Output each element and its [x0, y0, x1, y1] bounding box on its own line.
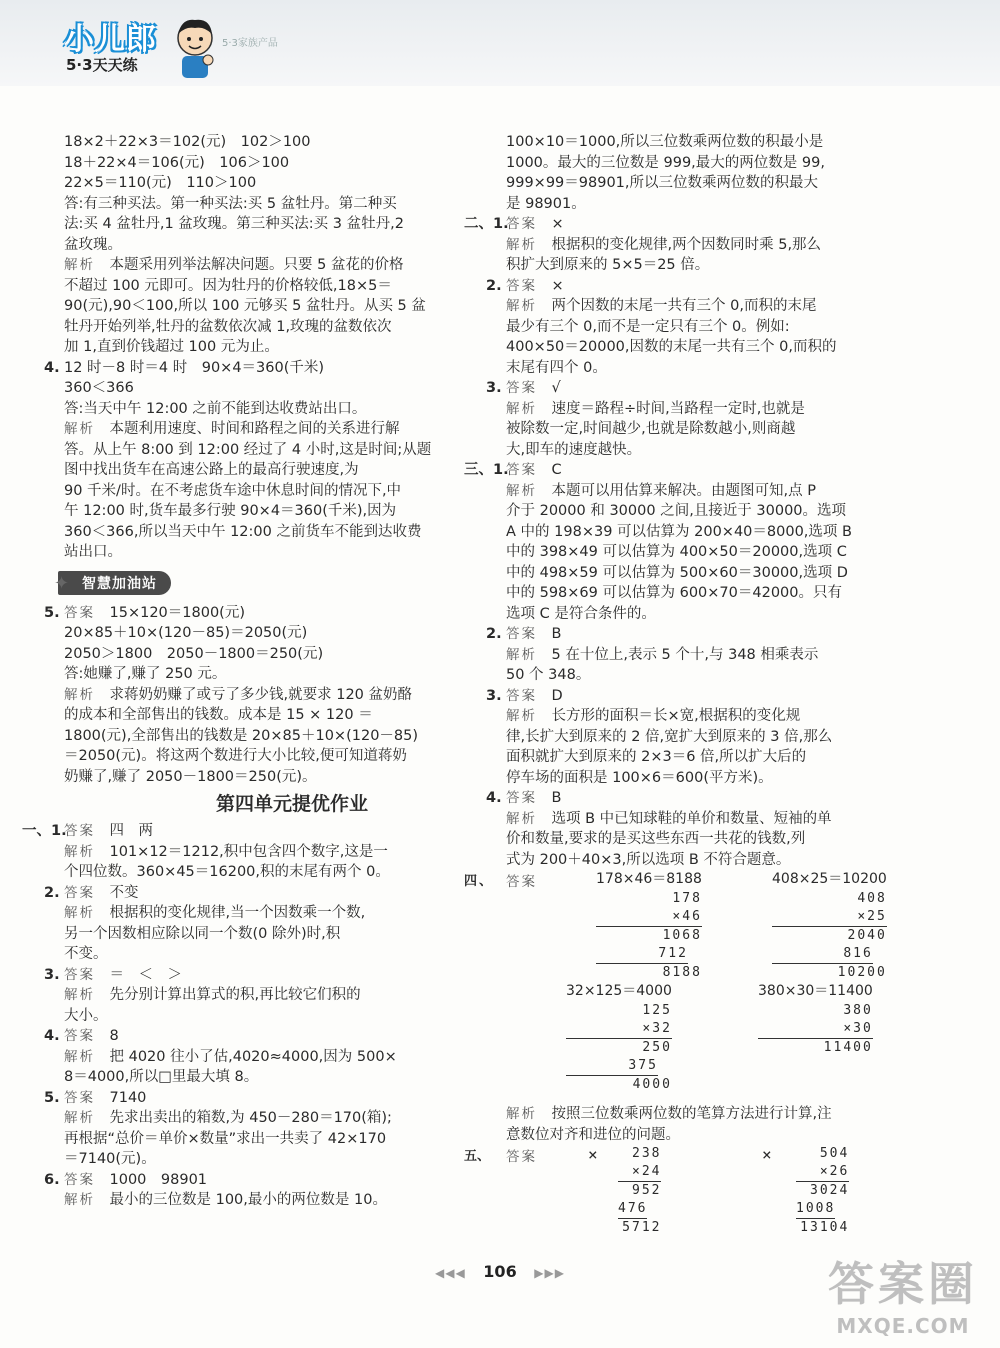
question-number: 4.: [44, 359, 60, 376]
text-line: 先求出卖出的箱数,为 450－280＝170(箱);: [109, 1110, 392, 1126]
question-line: [44, 1170, 480, 1191]
text-line: 站出口。: [64, 544, 122, 560]
text-line: 中的 398×49 可以估算为 400×50＝20000,选项 C: [506, 544, 847, 560]
text-line: B: [551, 626, 562, 642]
calc-row: ×25: [772, 908, 887, 927]
header-note: 5·3家族产品: [222, 38, 278, 49]
left-column: [22, 132, 480, 1211]
analysis-label: 解析: [64, 1048, 95, 1065]
calc-row: 8188: [662, 965, 702, 980]
wrong-mark: ×: [588, 1145, 600, 1164]
text-line: ＝2050(元)。将这两个数进行大小比较,便可知道蒋奶: [64, 748, 407, 764]
text-line: 牡丹开始列举,牡丹的盆数依次减 1,玫瑰的盆数依次: [64, 318, 392, 335]
page-number: 106: [483, 1262, 517, 1281]
text-line: 100×10＝1000,所以三位数乘两位数的积最小是: [506, 134, 824, 150]
question-number: 5.: [44, 604, 60, 621]
analysis-label: 解析: [64, 1192, 95, 1208]
text-line: B: [551, 790, 562, 806]
vertical-calc-5: [618, 1145, 661, 1237]
calc-row: ×32: [566, 1020, 672, 1039]
text-line: 不超过 100 元即可。因为牡丹的价格较低,18×5＝: [64, 277, 392, 294]
calc-row: 3024: [810, 1183, 850, 1198]
question-line: [22, 821, 480, 842]
analysis-line: [64, 685, 480, 706]
text-line: 90(元),90＜100,所以 100 元够买 5 盆牡丹。从买 5 盆: [64, 298, 426, 314]
text-line: 长方形的面积＝长×宽,根据积的变化规: [551, 708, 801, 724]
question-number: 6.: [44, 1171, 60, 1188]
vertical-calc-2: [772, 870, 887, 982]
text-line: 律,长扩大到原来的 2 倍,宽扩大到原来的 3 倍,那么: [506, 728, 833, 745]
vertical-calc-4: [758, 982, 873, 1057]
analysis-line: [506, 645, 918, 666]
calc-row: 238: [632, 1146, 662, 1161]
text-line: 面积就扩大到原来的 2×3＝6 倍,所以扩大后的: [506, 749, 807, 765]
text-line: 加 1,直到价钱超过 100 元为止。: [64, 339, 279, 355]
vertical-calc-6: [796, 1145, 849, 1237]
analysis-label: 解析: [64, 987, 95, 1003]
text-line: 把 4020 往小了估,4020≈4000,因为 500×: [109, 1048, 397, 1065]
calc-row: ×26: [796, 1163, 849, 1182]
calc-row: 408: [857, 891, 887, 906]
text-line: 360＜366,所以当天中午 12:00 之前货车不能到达收费: [64, 523, 422, 540]
text-line: 介于 20000 和 30000 之间,且接近于 30000。选项: [506, 503, 847, 519]
text-line: 根据积的变化规律,两个因数同时乘 5,那么: [551, 236, 822, 253]
text-line: 答:有三种买法。第一种买法:买 5 盆牡丹。第二种买: [64, 195, 397, 212]
text-line: √: [551, 380, 561, 396]
text-line: 大小。: [64, 1007, 108, 1024]
calc-row: 380: [843, 1003, 873, 1018]
calc-row: 13104: [800, 1220, 850, 1235]
text-line: 18×2＋22×3＝102(元) 102＞100: [64, 134, 311, 150]
question-line: [486, 276, 918, 297]
analysis-label: 解析: [506, 708, 537, 724]
text-line: 2050＞1800 2050－1800＝250(元): [64, 645, 324, 662]
text-line: 22×5＝110(元) 110＞100: [64, 175, 257, 191]
question-line: [44, 358, 480, 379]
calc-row: 712: [596, 945, 688, 964]
next-arrows-icon: ▶▶▶: [534, 1266, 565, 1280]
analysis-label: 解析: [506, 400, 537, 417]
answer-label: 答案: [64, 966, 95, 983]
calc-title: 32×125＝4000: [566, 983, 672, 999]
text-line: 20×85＋10×(120－85)＝2050(元): [64, 625, 308, 641]
text-line: 求蒋奶奶赚了或亏了多少钱,就要求 120 盆奶酪: [109, 686, 413, 703]
text-line: 另一个因数相应除以同一个数(0 除外)时,积: [64, 925, 341, 942]
analysis-label: 解析: [506, 810, 537, 827]
text-line: 18＋22×4＝106(元) 106＞100: [64, 154, 290, 171]
analysis-label: 解析: [64, 686, 95, 703]
answer-label: 答案: [64, 1171, 95, 1188]
calc-row: ×30: [758, 1020, 873, 1039]
analysis-line: [506, 296, 918, 317]
calc-row: 5712: [622, 1220, 662, 1235]
calc-row: ×46: [596, 908, 702, 927]
answer-label: 答案: [506, 216, 537, 232]
analysis-line: [64, 1108, 480, 1129]
calc-row: 1068: [662, 928, 702, 943]
text-line: 最少有三个 0,而不是一定只有三个 0。例如:: [506, 318, 790, 335]
text-line: 中的 598×69 可以估算为 600×70＝42000。只有: [506, 585, 843, 601]
text-line: D: [551, 687, 563, 704]
calc-row: 125: [642, 1003, 672, 1018]
text-line: 本题可以用估算来解决。由题图可知,点 P: [551, 482, 816, 499]
calc-title: 380×30＝11400: [758, 983, 873, 999]
question-number: 4.: [486, 790, 502, 806]
calc-row: 178: [672, 891, 702, 906]
answer-label: 答案: [64, 823, 95, 839]
answer-label: 答案: [64, 884, 95, 901]
answer-label: 答案: [64, 1089, 95, 1106]
answer-label: 答案: [506, 874, 537, 890]
text-line: 积扩大到原来的 5×5＝25 倍。: [506, 257, 710, 273]
text-line: 选项 B 中已知球鞋的单价和数量、短袖的单: [551, 810, 832, 827]
vertical-calc-3: [566, 982, 672, 1094]
question-line: [464, 214, 918, 235]
analysis-label: 解析: [64, 1110, 95, 1126]
text-line: 午 12:00 时,货车最多行驶 90×4＝360(千米),因为: [64, 503, 397, 519]
analysis-line: [506, 1104, 918, 1125]
question-line: [44, 603, 480, 624]
calc-section-4: [464, 870, 918, 1104]
text-line: 价和数量,要求的是买这些东西一共花的钱数,列: [506, 831, 806, 847]
text-line: ×: [551, 277, 564, 294]
text-line: 101×12＝1212,积中包含四个数字,这是一: [109, 843, 388, 860]
question-number: 3.: [486, 687, 502, 704]
text-line: 速度＝路程÷时间,当路程一定时,也就是: [551, 400, 805, 417]
text-line: 1000。最大的三位数是 999,最大的两位数是 99,: [506, 154, 825, 171]
text-line: 四 两: [109, 823, 153, 839]
analysis-line: [506, 706, 918, 727]
text-line: 法:买 4 盆牡丹,1 盆玫瑰。第三种买法:买 3 盆牡丹,2: [64, 216, 404, 232]
analysis-label: 解析: [506, 646, 537, 663]
answer-label: 答案: [506, 1149, 537, 1165]
text-line: 末尾有四个 0。: [506, 359, 607, 376]
text-line: 400×50＝20000,因数的末尾一共有三个 0,而积的: [506, 339, 837, 355]
question-line: [486, 788, 918, 809]
star-icon: ✦: [54, 572, 70, 594]
question-number: 2.: [486, 626, 502, 642]
analysis-line: [64, 903, 480, 924]
section-number: 二、1.: [464, 216, 509, 232]
section-banner: [54, 571, 480, 597]
text-line: 的成本和全部售出的钱数。成本是 15 × 120 ＝: [64, 707, 373, 723]
answer-label: 答案: [506, 277, 537, 294]
question-line: [486, 378, 918, 399]
text-line: 不变: [109, 884, 139, 901]
text-line: 中的 498×59 可以估算为 500×60＝30000,选项 D: [506, 564, 848, 581]
calc-title: 408×25＝10200: [772, 871, 887, 887]
text-line: 式为 200＋40×3,所以选项 B 不符合题意。: [506, 851, 791, 868]
header-band: [0, 0, 1000, 86]
question-line: [44, 1026, 480, 1047]
answer-label: 答案: [506, 790, 537, 806]
question-number: 3.: [44, 966, 60, 983]
analysis-line: [64, 419, 480, 440]
text-line: 盆玫瑰。: [64, 236, 122, 253]
analysis-label: 解析: [64, 843, 95, 860]
banner-label: 智慧加油站: [58, 571, 171, 595]
analysis-line: [64, 255, 480, 276]
text-line: 8: [109, 1028, 119, 1044]
text-line: 50 个 348。: [506, 667, 591, 683]
question-line: [486, 624, 918, 645]
prev-arrows-icon: ◀◀◀: [435, 1266, 466, 1280]
question-number: 2.: [486, 277, 502, 294]
analysis-label: 解析: [506, 298, 537, 314]
question-line: [44, 883, 480, 904]
unit-title: 第四单元提优作业: [215, 793, 368, 815]
text-line: 答:她赚了,赚了 250 元。: [64, 666, 227, 682]
text-line: 5 在十位上,表示 5 个十,与 348 相乘表示: [551, 646, 819, 663]
text-line: ＝7140(元)。: [64, 1151, 156, 1167]
text-line: 答。从上午 8:00 到 12:00 经过了 4 小时,这是时间;从题: [64, 441, 432, 458]
calc-section-5: [464, 1145, 918, 1241]
question-line: [44, 965, 480, 986]
answer-label: 答案: [506, 462, 537, 478]
answer-label: 答案: [64, 1028, 95, 1044]
calc-row: 504: [819, 1146, 850, 1161]
text-line: 先分别计算出算式的积,再比较它们积的: [109, 987, 361, 1003]
brand-logo: 小儿郎: [64, 22, 157, 57]
analysis-line: [64, 1047, 480, 1068]
calc-title: 178×46＝8188: [596, 871, 702, 887]
question-number: 5.: [44, 1089, 60, 1106]
calc-row: 250: [642, 1040, 672, 1055]
calc-row: 4000: [632, 1077, 672, 1092]
watermark-url: MXQE.COM: [836, 1314, 970, 1338]
wrong-mark: ×: [762, 1145, 774, 1164]
section-number: 三、1.: [464, 462, 509, 478]
text-line: 再根据“总价＝单价×数量”求出一共卖了 42×170: [64, 1130, 387, 1147]
text-line: 选项 C 是符合条件的。: [506, 605, 656, 622]
answer-label: 答案: [506, 687, 537, 704]
text-line: 最小的三位数是 100,最小的两位数是 10。: [109, 1192, 387, 1208]
text-line: 奶赚了,赚了 2050－1800＝250(元)。: [64, 768, 317, 785]
vertical-calc-1: [596, 870, 702, 982]
calc-row: 10200: [837, 965, 887, 980]
question-line: [486, 686, 918, 707]
analysis-line: [506, 399, 918, 420]
analysis-label: 解析: [64, 905, 95, 921]
analysis-line: [64, 985, 480, 1006]
watermark: [828, 1248, 978, 1338]
text-line: 被除数一定,时间越少,也就是除数越小,则商越: [506, 421, 796, 437]
watermark-logo: 答案圈: [828, 1257, 978, 1311]
calc-row: 952: [632, 1183, 662, 1198]
analysis-line: [506, 481, 918, 502]
calc-row: 11400: [823, 1040, 873, 1055]
text-line: 两个因数的末尾一共有三个 0,而积的末尾: [551, 298, 817, 314]
section-number: 五、: [464, 1149, 491, 1164]
text-line: 大,即车的速度越快。: [506, 441, 642, 458]
calc-row: 375: [566, 1057, 658, 1076]
right-column: [464, 132, 918, 1241]
answer-label: 答案: [506, 380, 537, 396]
brand-subtitle: 5·3天天练: [66, 56, 138, 74]
text-line: 1800(元),全部售出的钱数是 20×85＋10×(120－85): [64, 727, 419, 744]
text-line: 15×120＝1800(元): [109, 604, 245, 621]
text-line: 答:当天中午 12:00 之前不能到达收费站出口。: [64, 400, 367, 417]
text-line: 不变。: [64, 946, 108, 962]
text-line: A 中的 198×39 可以估算为 200×40＝8000,选项 B: [506, 523, 852, 540]
analysis-label: 解析: [64, 421, 95, 437]
analysis-label: 解析: [64, 257, 95, 273]
text-line: 本题利用速度、时间和路程之间的关系进行解: [109, 421, 400, 437]
answer-label: 答案: [506, 626, 537, 642]
calc-row: 476: [618, 1200, 647, 1219]
section-number: 四、: [464, 874, 495, 889]
question-number: 3.: [486, 380, 502, 396]
text-line: 7140: [109, 1089, 147, 1106]
answer-label: 答案: [64, 604, 95, 621]
text-line: 1000 98901: [109, 1171, 208, 1188]
analysis-line: [64, 1190, 480, 1211]
analysis-line: [64, 842, 480, 863]
text-line: 999×99＝98901,所以三位数乘两位数的积最大: [506, 175, 819, 191]
text-line: 360＜366: [64, 380, 134, 396]
text-line: 意数位对齐和进位的问题。: [506, 1126, 680, 1143]
text-line: 是 98901。: [506, 195, 586, 212]
text-line: C: [551, 462, 562, 478]
calc-row: 2040: [847, 928, 887, 943]
text-line: 图中找出货车在高速公路上的最高行驶速度,为: [64, 462, 359, 478]
section-number: 一、1.: [22, 823, 67, 839]
text-line: 90 千米/时。在不考虑货车途中休息时间的情况下,中: [64, 482, 402, 499]
analysis-label: 解析: [506, 1106, 537, 1122]
question-number: 4.: [44, 1028, 60, 1044]
calc-row: ×24: [618, 1163, 661, 1182]
text-line: 按照三位数乘两位数的笔算方法进行计算,注: [551, 1106, 832, 1122]
text-line: ×: [551, 216, 564, 232]
text-line: 停车场的面积是 100×6＝600(平方米)。: [506, 769, 773, 786]
analysis-label: 解析: [506, 236, 537, 253]
question-line: [44, 1088, 480, 1109]
text-line: ＝ ＜ ＞: [109, 966, 182, 983]
analysis-line: [506, 809, 918, 830]
text-line: 根据积的变化规律,当一个因数乘一个数,: [109, 905, 366, 921]
analysis-line: [506, 235, 918, 256]
mascot-icon: [168, 14, 222, 80]
text-line: 个四位数。360×45＝16200,积的末尾有两个 0。: [64, 864, 390, 880]
question-number: 2.: [44, 884, 60, 901]
calc-row: 1008: [796, 1200, 835, 1219]
text-line: 12 时－8 时＝4 时 90×4＝360(千米): [64, 359, 325, 376]
question-line: [464, 460, 918, 481]
calc-row: 816: [772, 945, 873, 964]
analysis-label: 解析: [506, 482, 537, 499]
text-line: 本题采用列举法解决问题。只要 5 盆花的价格: [109, 257, 404, 273]
text-line: 8＝4000,所以□里最大填 8。: [64, 1069, 259, 1085]
